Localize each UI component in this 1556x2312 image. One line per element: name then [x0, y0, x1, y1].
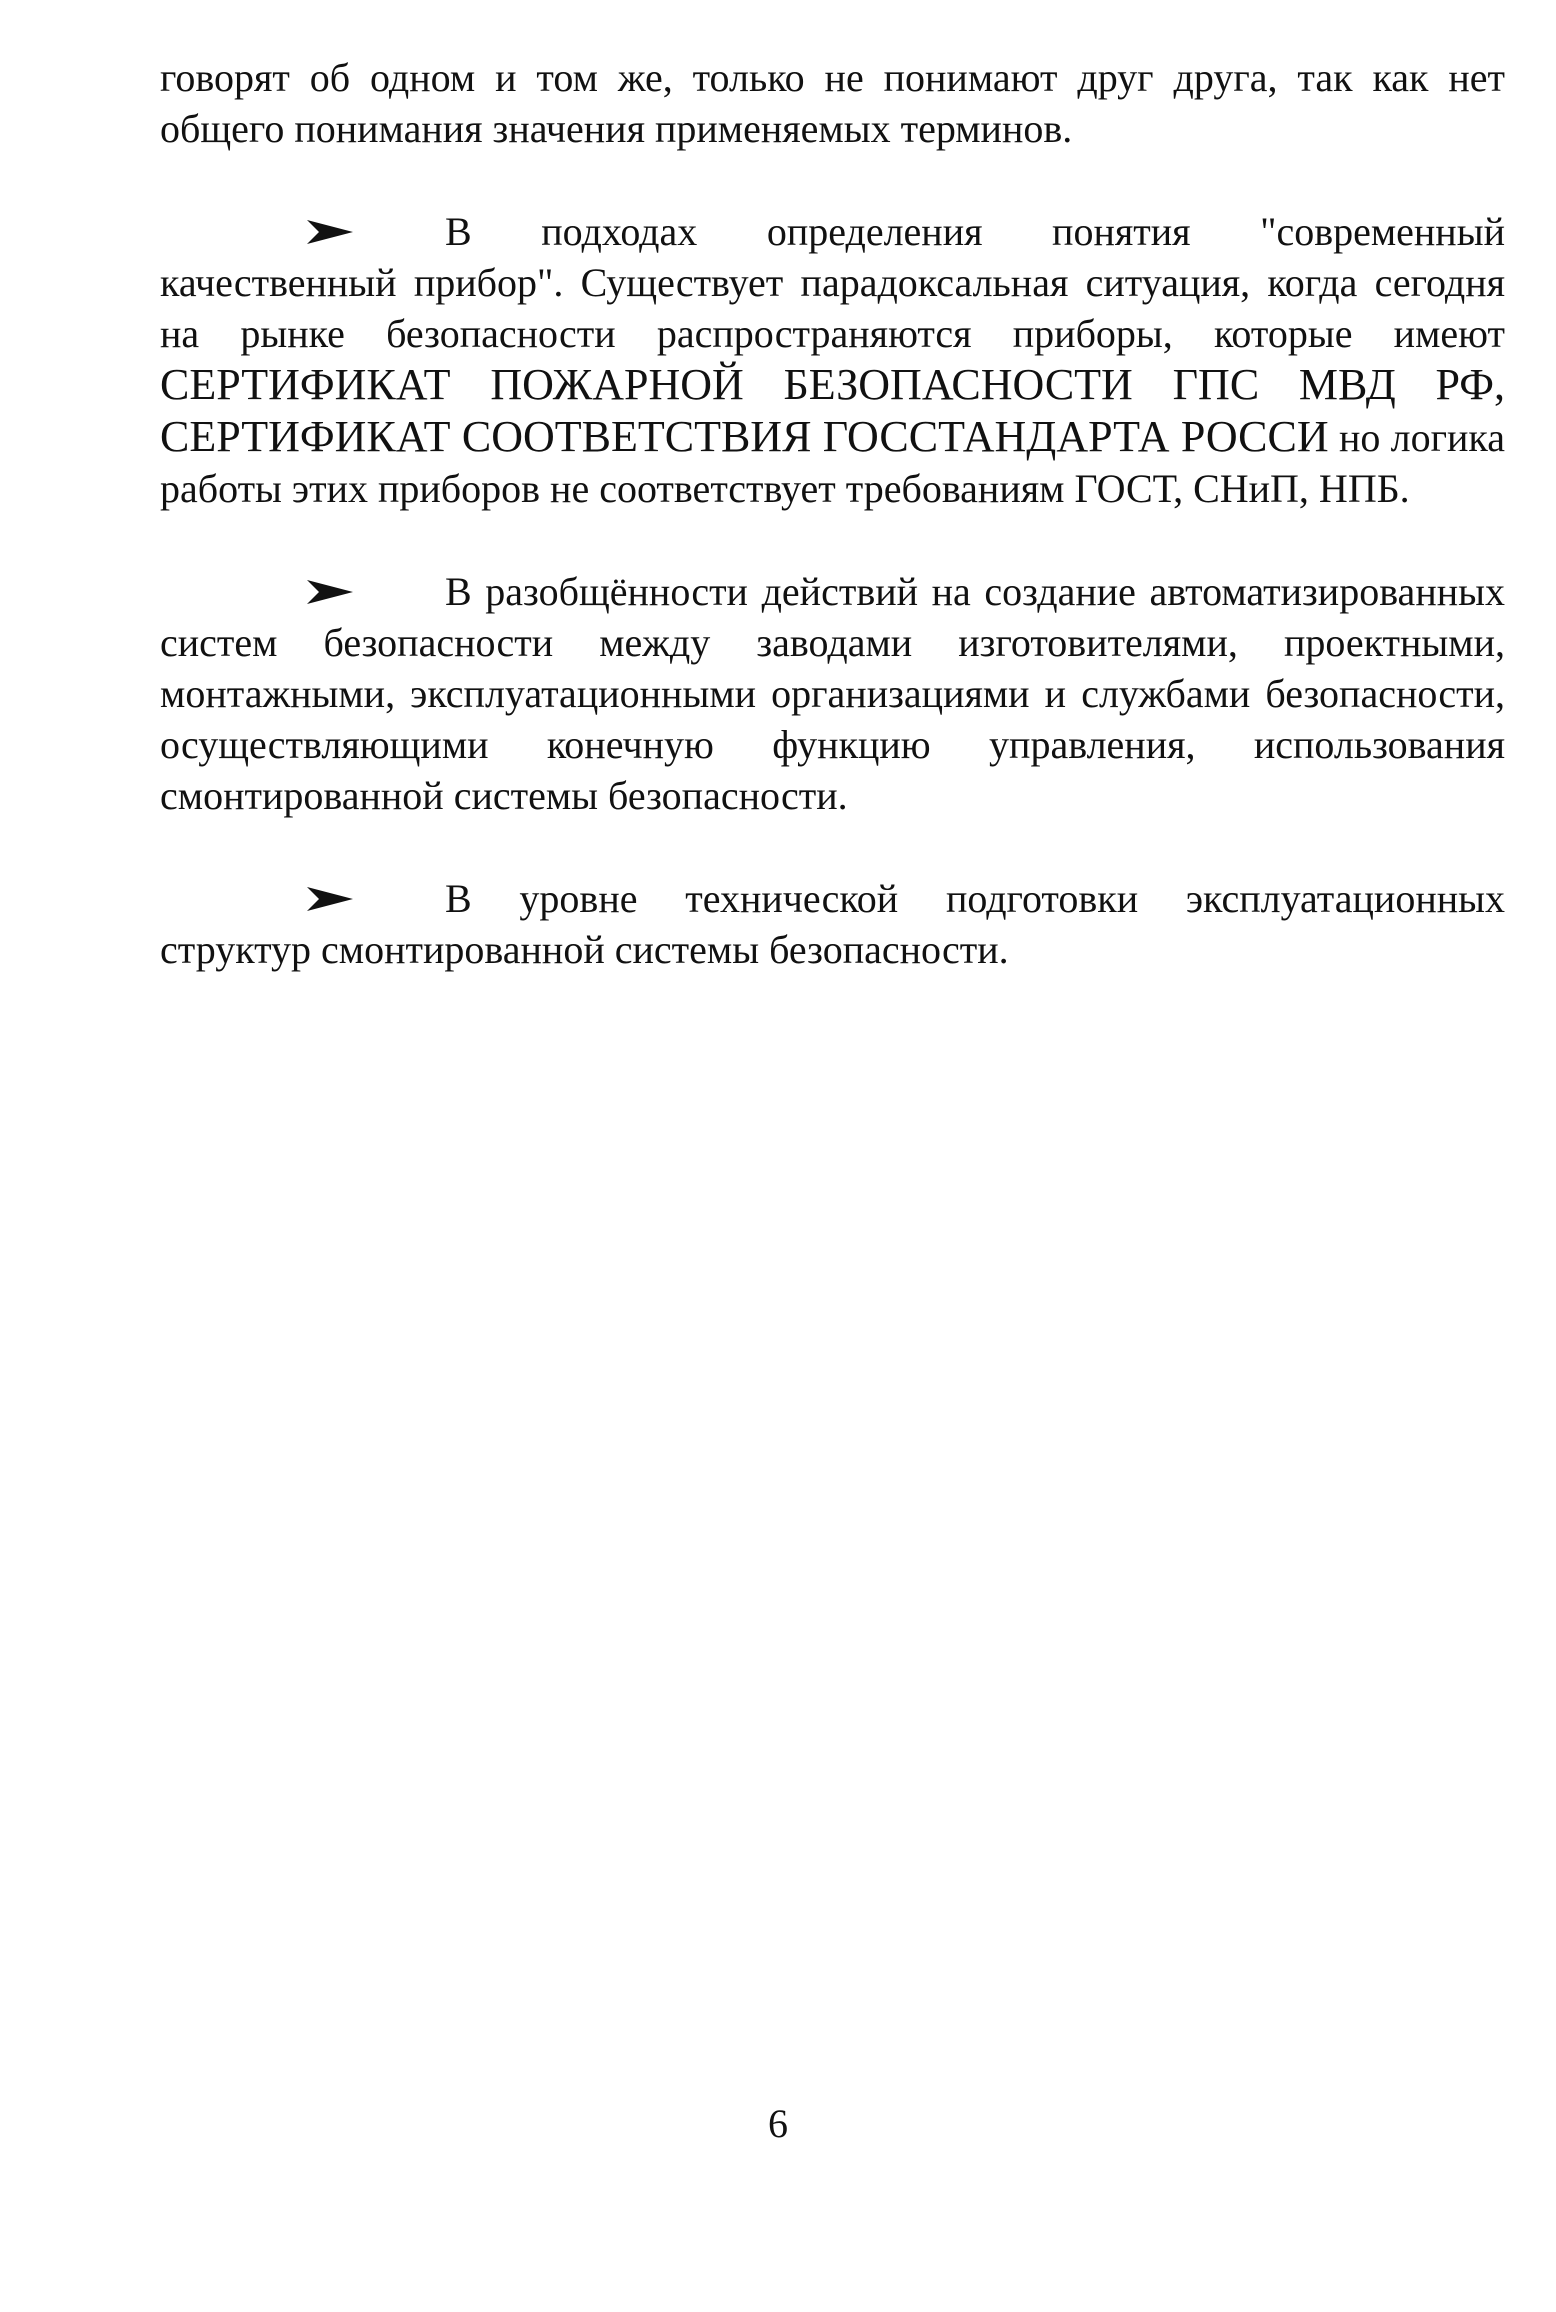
bullet-paragraph-3 — [160, 873, 1505, 975]
arrowhead-bullet-icon — [305, 873, 355, 924]
arrowhead-bullet-icon — [305, 566, 355, 617]
page-number: 6 — [768, 2101, 788, 2146]
bullet-2-text: В разобщённости действий на создание автоматизированных систем безопасности между заводами изготовителями, проектными, монтажными, эксплуатационными организациями и службами безопасности, осуществляющими конечную функцию управления, использования смонтированной системы безопасности. — [160, 569, 1505, 818]
bullet-3-text: В уровне технической подготовки эксплуатационных структур смонтированной системы безопасности. — [160, 876, 1505, 972]
intro-paragraph: говорят об одном и том же, только не понимают друг друга, так как нет общего понимания значения применяемых терминов. — [160, 55, 1505, 151]
bullet-paragraph-2 — [160, 566, 1505, 821]
arrowhead-bullet-icon — [305, 206, 355, 257]
bullet-1-text-a: В подходах определения понятия "современный качественный прибор". Существует парадоксальная ситуация, когда сегодня на рынке безопасности распространяются приборы, которые имеют — [160, 209, 1505, 356]
document-body — [160, 52, 1505, 1027]
bullet-1-text-b: но логика работы этих приборов не соответствует требованиям ГОСТ, СНиП, НПБ. — [160, 415, 1506, 511]
bullet-1-certificates: СЕРТИФИКАТ ПОЖАРНОЙ БЕЗОПАСНОСТИ ГПС МВД РФ, СЕРТИФИКАТ СООТВЕТСТВИЯ ГОССТАНДАРТА РОССИ — [160, 360, 1505, 461]
bullet-paragraph-1 — [160, 206, 1505, 514]
